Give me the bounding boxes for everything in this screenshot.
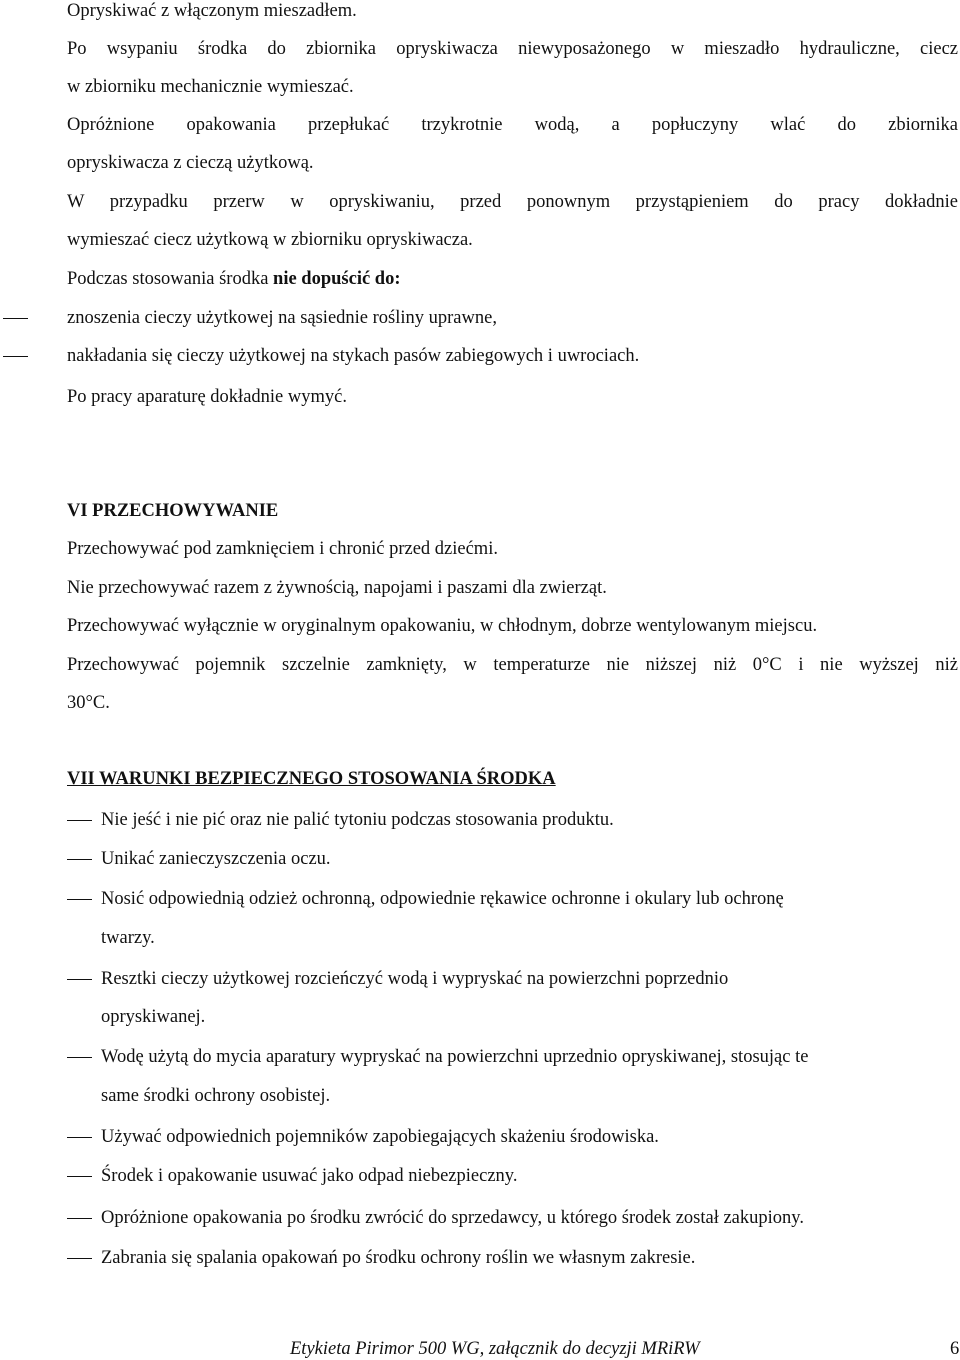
text-line: Przechowywać pod zamknięciem i chronić przed dziećmi. [67,539,498,559]
dash-bullet [67,1176,92,1177]
emphasis-text: nie dopuścić do: [273,269,401,289]
dash-bullet [67,899,92,900]
page-number: 6 [950,1339,960,1359]
text-line: 30°C. [67,693,110,713]
page-footer: Etykieta Pirimor 500 WG, załącznik do decyzji MRiRW [290,1339,700,1359]
dash-bullet [67,820,92,821]
list-item: Nosić odpowiednią odzież ochronną, odpowiednie rękawice ochronne i okulary lub ochronę [101,889,784,909]
list-item: Opróżnione opakowania po środku zwrócić do sprzedawcy, u którego środek został zakupiony. [101,1208,804,1228]
dash-bullet [67,1137,92,1138]
dash-bullet [67,1218,92,1219]
dash-bullet [67,859,92,860]
text-line: W przypadku przerw w opryskiwaniu, przed ponownym przystąpieniem do pracy dokładnie [67,192,958,212]
dash-bullet [3,318,28,319]
text-line: Opróżnione opakowania przepłukać trzykrotnie wodą, a popłuczyny wlać do zbiornika [67,115,958,135]
list-item: Wodę użytą do mycia aparatury wypryskać na powierzchni uprzednio opryskiwanej, stosując te [101,1047,809,1067]
text-line: w zbiorniku mechanicznie wymieszać. [67,77,354,97]
text-segment: Podczas stosowania środka [67,269,274,289]
dash-bullet [67,1258,92,1259]
text-line [67,268,401,290]
text-line: Nie przechowywać razem z żywnością, napojami i paszami dla zwierząt. [67,578,607,598]
list-item: znoszenia cieczy użytkowej na sąsiednie rośliny uprawne, [67,308,497,328]
list-item: Resztki cieczy użytkowej rozcieńczyć wodą i wypryskać na powierzchni poprzednio [101,969,729,989]
dash-bullet [3,356,28,357]
dash-bullet [67,979,92,980]
text-line: opryskiwacza z cieczą użytkową. [67,153,314,173]
section-heading: VI PRZECHOWYWANIE [67,501,279,521]
list-item: Środek i opakowanie usuwać jako odpad niebezpieczny. [101,1166,518,1186]
text-line: Przechowywać wyłącznie w oryginalnym opakowaniu, w chłodnym, dobrze wentylowanym miejscu. [67,616,818,636]
list-item: Używać odpowiednich pojemników zapobiegających skażeniu środowiska. [101,1127,659,1147]
list-item: Unikać zanieczyszczenia oczu. [101,849,331,869]
list-item-continuation: opryskiwanej. [101,1007,206,1027]
text-line: Opryskiwać z włączonym mieszadłem. [67,1,357,21]
text-line: wymieszać ciecz użytkową w zbiorniku opryskiwacza. [67,230,473,250]
list-item: nakładania się cieczy użytkowej na stykach pasów zabiegowych i uwrociach. [67,346,640,366]
list-item: Nie jeść i nie pić oraz nie palić tytoniu podczas stosowania produktu. [101,810,614,830]
text-line: Po wsypaniu środka do zbiornika opryskiwacza niewyposażonego w mieszadło hydrauliczne, ciecz [67,39,958,59]
list-item-continuation: twarzy. [101,928,155,948]
dash-bullet [67,1057,92,1058]
list-item-continuation: same środki ochrony osobistej. [101,1086,331,1106]
text-line: Przechowywać pojemnik szczelnie zamknięty, w temperaturze nie niższej niż 0°C i nie wyższej niż [67,655,958,675]
list-item: Zabrania się spalania opakowań po środku ochrony roślin we własnym zakresie. [101,1248,696,1268]
section-heading: VII WARUNKI BEZPIECZNEGO STOSOWANIA ŚRODKA [67,769,556,789]
text-line: Po pracy aparaturę dokładnie wymyć. [67,387,347,407]
